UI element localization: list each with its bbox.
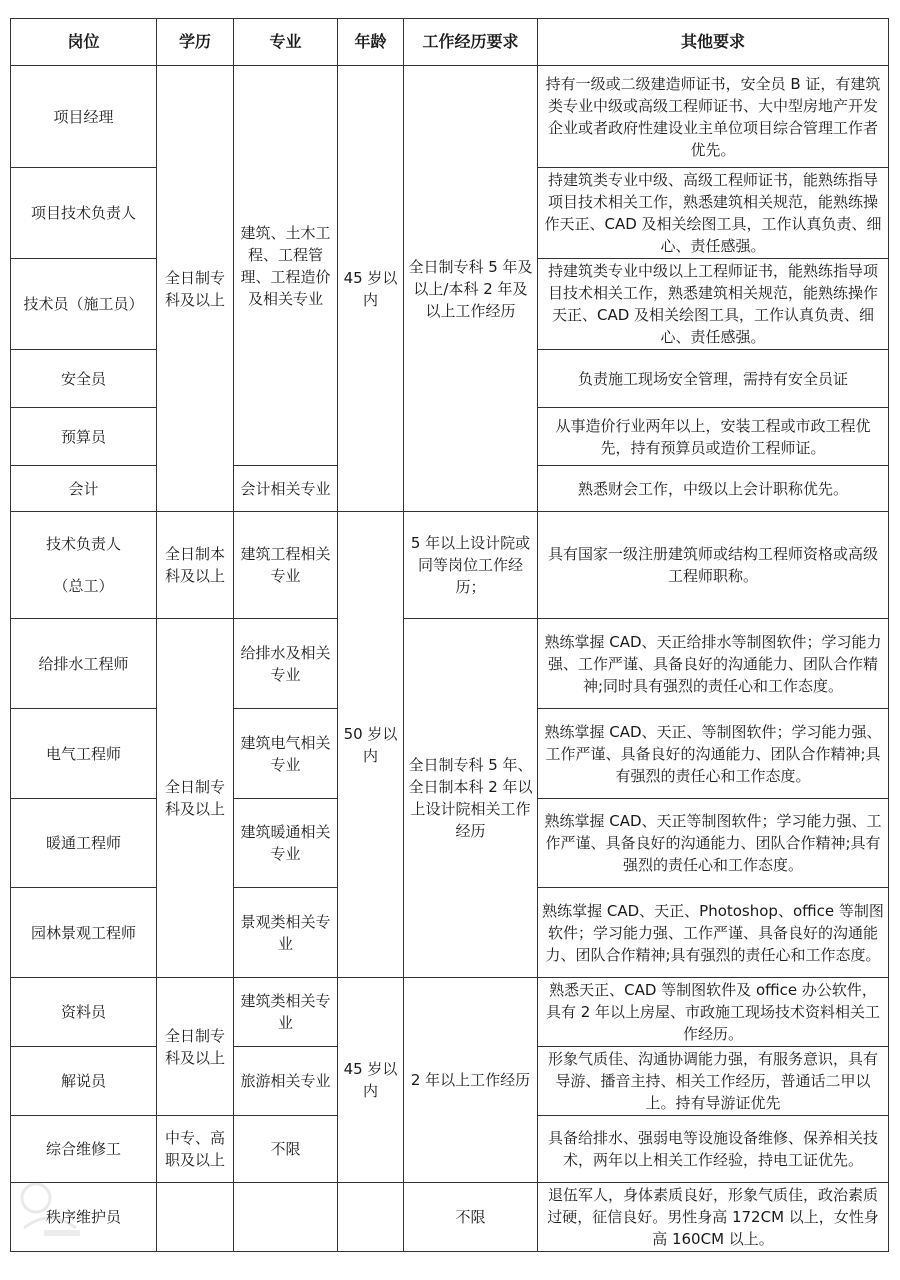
education-cell: 全日制本科及以上	[157, 512, 234, 619]
education-cell: 中专、高职及以上	[157, 1116, 234, 1183]
table-row	[11, 1183, 889, 1252]
position-cell: 资料员	[11, 978, 157, 1047]
position-cell: 安全员	[11, 350, 157, 408]
requirement-cell: 持有一级或二级建造师证书，安全员 B 证，有建筑类专业中级或高级工程师证书、大中型房地产开发企业或者政府性建设业主单位项目综合管理工作者优先。	[538, 66, 889, 168]
position-cell: 综合维修工	[11, 1116, 157, 1183]
position-cell: 解说员	[11, 1047, 157, 1116]
requirement-cell: 形象气质佳、沟通协调能力强，有服务意识，具有导游、播音主持、相关工作经历，普通话二甲以上。持有导游证优先	[538, 1047, 889, 1116]
major-cell: 给排水及相关专业	[234, 619, 338, 709]
requirement-cell: 退伍军人，身体素质良好，形象气质佳，政治素质过硬，征信良好。男性身高 172CM 以上，女性身高 160CM 以上。	[538, 1183, 889, 1252]
header-experience: 工作经历要求	[404, 19, 538, 66]
header-other: 其他要求	[538, 19, 889, 66]
position-line: （总工）	[53, 577, 114, 595]
position-line: 技术负责人	[45, 535, 121, 553]
requirement-cell: 负责施工现场安全管理，需持有安全员证	[538, 350, 889, 408]
age-cell: 45 岁以内	[338, 66, 404, 512]
age-cell	[338, 1183, 404, 1252]
position-cell: 项目经理	[11, 66, 157, 168]
education-cell: 全日制专科及以上	[157, 619, 234, 978]
major-cell	[234, 1183, 338, 1252]
position-cell: 秩序维护员	[11, 1183, 157, 1252]
requirement-cell: 持建筑类专业中级以上工程师证书，能熟练指导项目技术相关工作，熟悉建筑相关规范，能熟练操作天正、CAD 及相关绘图工具，工作认真负责、细心、责任感强。	[538, 259, 889, 350]
position-cell: 给排水工程师	[11, 619, 157, 709]
major-cell: 不限	[234, 1116, 338, 1183]
requirement-cell: 熟练掌握 CAD、天正、Photoshop、office 等制图软件；学习能力强、工作严谨、具备良好的沟通能力、团队合作精神;具有强烈的责任心和工作态度。	[538, 888, 889, 978]
requirement-cell: 熟悉财会工作，中级以上会计职称优先。	[538, 466, 889, 512]
major-cell: 建筑暖通相关专业	[234, 799, 338, 888]
table-row	[11, 512, 889, 619]
header-row	[11, 19, 889, 66]
requirement-cell: 熟练掌握 CAD、天正等制图软件；学习能力强、工作严谨、具备良好的沟通能力、团队合作精神;具有强烈的责任心和工作态度。	[538, 799, 889, 888]
major-cell: 景观类相关专业	[234, 888, 338, 978]
header-age: 年龄	[338, 19, 404, 66]
major-cell: 会计相关专业	[234, 466, 338, 512]
header-position: 岗位	[11, 19, 157, 66]
position-cell: 项目技术负责人	[11, 168, 157, 259]
position-cell: 预算员	[11, 408, 157, 466]
recruitment-table	[10, 18, 889, 1252]
experience-cell: 全日制专科 5 年、全日制本科 2 年以上设计院相关工作经历	[404, 619, 538, 978]
requirement-cell: 熟练掌握 CAD、天正给排水等制图软件；学习能力强、工作严谨、具备良好的沟通能力、团队合作精神;同时具有强烈的责任心和工作态度。	[538, 619, 889, 709]
major-cell: 建筑类相关专业	[234, 978, 338, 1047]
position-cell: 会计	[11, 466, 157, 512]
requirement-cell: 具备给排水、强弱电等设施设备维修、保养相关技术，两年以上相关工作经验，持电工证优先。	[538, 1116, 889, 1183]
education-cell	[157, 1183, 234, 1252]
position-cell: 暖通工程师	[11, 799, 157, 888]
experience-cell: 5 年以上设计院或同等岗位工作经历；	[404, 512, 538, 619]
major-cell: 旅游相关专业	[234, 1047, 338, 1116]
major-cell: 建筑电气相关专业	[234, 709, 338, 799]
position-cell: 电气工程师	[11, 709, 157, 799]
age-cell: 50 岁以内	[338, 512, 404, 978]
requirement-cell: 从事造价行业两年以上，安装工程或市政工程优先，持有预算员或造价工程师证。	[538, 408, 889, 466]
experience-cell: 全日制专科 5 年及以上/本科 2 年及以上工作经历	[404, 66, 538, 512]
major-cell: 建筑工程相关专业	[234, 512, 338, 619]
age-cell: 45 岁以内	[338, 978, 404, 1183]
position-cell: 园林景观工程师	[11, 888, 157, 978]
table-row	[11, 619, 889, 709]
requirement-cell: 具有国家一级注册建筑师或结构工程师资格或高级工程师职称。	[538, 512, 889, 619]
table-row	[11, 978, 889, 1047]
education-cell: 全日制专科及以上	[157, 66, 234, 512]
position-cell	[11, 512, 157, 619]
major-cell: 建筑、土木工程、工程管理、工程造价及相关专业	[234, 66, 338, 466]
watermark-logo-icon	[14, 1178, 84, 1242]
requirement-cell: 熟练掌握 CAD、天正、等制图软件；学习能力强、工作严谨、具备良好的沟通能力、团队合作精神;具有强烈的责任心和工作态度。	[538, 709, 889, 799]
header-education: 学历	[157, 19, 234, 66]
requirement-cell: 熟悉天正、CAD 等制图软件及 office 办公软件，具有 2 年以上房屋、市政施工现场技术资料相关工作经历。	[538, 978, 889, 1047]
requirement-cell: 持建筑类专业中级、高级工程师证书，能熟练指导项目技术相关工作，熟悉建筑相关规范，能熟练操作天正、CAD 及相关绘图工具，工作认真负责、细心、责任感强。	[538, 168, 889, 259]
header-major: 专业	[234, 19, 338, 66]
table-row	[11, 66, 889, 168]
education-cell: 全日制专科及以上	[157, 978, 234, 1116]
experience-cell: 2 年以上工作经历	[404, 978, 538, 1183]
experience-cell: 不限	[404, 1183, 538, 1252]
position-cell: 技术员（施工员）	[11, 259, 157, 350]
